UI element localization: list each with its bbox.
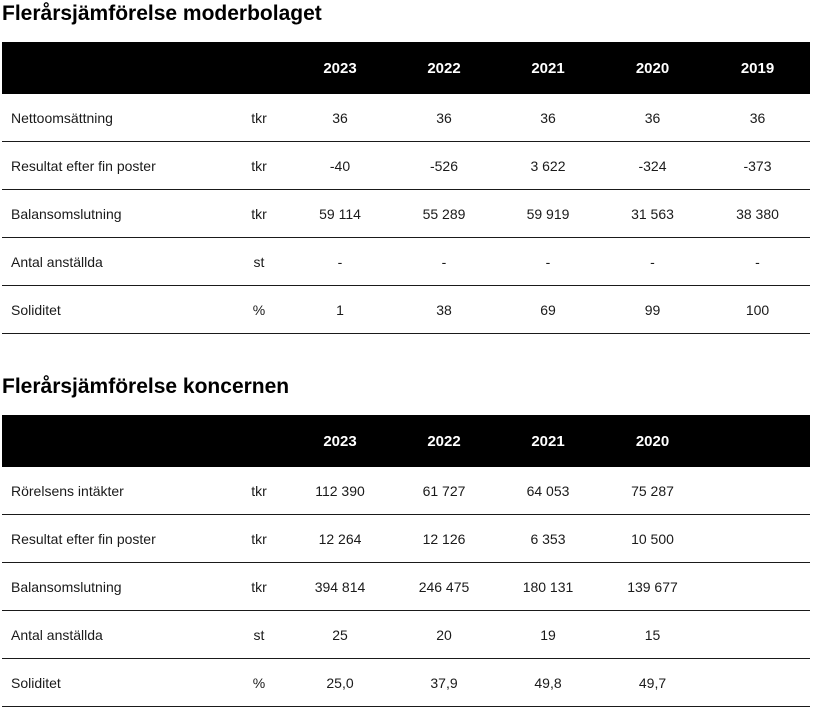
year-header: 2019: [705, 42, 810, 94]
cell-value: 55 289: [392, 190, 496, 238]
cell-value: 100: [705, 286, 810, 334]
moderbolaget-title: Flerårsjämförelse moderbolaget: [2, 2, 322, 25]
empty-header-cell: [705, 415, 810, 467]
cell-value: 36: [600, 94, 705, 142]
row-unit: tkr: [230, 190, 288, 238]
year-header: 2021: [496, 42, 600, 94]
cell-value: 20: [392, 611, 496, 659]
row-unit: tkr: [230, 94, 288, 142]
cell-value: 15: [600, 611, 705, 659]
cell-value: -526: [392, 142, 496, 190]
table-row: [2, 286, 810, 334]
row-unit: st: [230, 611, 288, 659]
cell-value: -: [288, 238, 392, 286]
header-unit-cell: [230, 415, 288, 467]
empty-cell: [705, 515, 810, 563]
empty-cell: [705, 563, 810, 611]
cell-value: -: [705, 238, 810, 286]
cell-value: 1: [288, 286, 392, 334]
table-row: [2, 611, 810, 659]
year-header: 2022: [392, 415, 496, 467]
cell-value: -: [600, 238, 705, 286]
cell-value: 75 287: [600, 467, 705, 515]
empty-cell: [705, 659, 810, 707]
cell-value: -: [392, 238, 496, 286]
cell-value: 10 500: [600, 515, 705, 563]
row-unit: %: [230, 286, 288, 334]
cell-value: 61 727: [392, 467, 496, 515]
cell-value: 36: [705, 94, 810, 142]
header-label-cell: [2, 415, 230, 467]
cell-value: -324: [600, 142, 705, 190]
row-label: Balansomslutning: [2, 563, 230, 611]
cell-value: 59 919: [496, 190, 600, 238]
year-header: 2023: [288, 42, 392, 94]
row-label: Resultat efter fin poster: [2, 142, 230, 190]
cell-value: 36: [392, 94, 496, 142]
row-label: Antal anställda: [2, 611, 230, 659]
row-label: Balansomslutning: [2, 190, 230, 238]
cell-value: 38: [392, 286, 496, 334]
table-row: [2, 238, 810, 286]
cell-value: 49,7: [600, 659, 705, 707]
empty-cell: [705, 611, 810, 659]
cell-value: 36: [288, 94, 392, 142]
year-header: 2023: [288, 415, 392, 467]
empty-cell: [705, 467, 810, 515]
row-unit: %: [230, 659, 288, 707]
row-unit: tkr: [230, 467, 288, 515]
year-header: 2020: [600, 42, 705, 94]
koncernen-title: Flerårsjämförelse koncernen: [2, 375, 290, 398]
row-unit: tkr: [230, 142, 288, 190]
year-header: 2020: [600, 415, 705, 467]
row-unit: tkr: [230, 515, 288, 563]
table-row: [2, 515, 810, 563]
row-label: Resultat efter fin poster: [2, 515, 230, 563]
cell-value: 59 114: [288, 190, 392, 238]
year-header: 2022: [392, 42, 496, 94]
cell-value: 38 380: [705, 190, 810, 238]
cell-value: 36: [496, 94, 600, 142]
row-label: Rörelsens intäkter: [2, 467, 230, 515]
year-header: 2021: [496, 415, 600, 467]
cell-value: 12 264: [288, 515, 392, 563]
cell-value: 69: [496, 286, 600, 334]
cell-value: 31 563: [600, 190, 705, 238]
table-row: [2, 142, 810, 190]
cell-value: 3 622: [496, 142, 600, 190]
cell-value: 99: [600, 286, 705, 334]
moderbolaget-table: [2, 42, 810, 334]
table-row: [2, 563, 810, 611]
cell-value: 37,9: [392, 659, 496, 707]
table-row: [2, 94, 810, 142]
row-label: Soliditet: [2, 286, 230, 334]
cell-value: 394 814: [288, 563, 392, 611]
table-row: [2, 659, 810, 707]
row-label: Antal anställda: [2, 238, 230, 286]
row-unit: st: [230, 238, 288, 286]
table-header-row: [2, 42, 810, 94]
header-label-cell: [2, 42, 230, 94]
table-header-row: [2, 415, 810, 467]
cell-value: -373: [705, 142, 810, 190]
cell-value: 180 131: [496, 563, 600, 611]
cell-value: 19: [496, 611, 600, 659]
row-label: Nettoomsättning: [2, 94, 230, 142]
cell-value: -: [496, 238, 600, 286]
header-unit-cell: [230, 42, 288, 94]
table-row: [2, 190, 810, 238]
cell-value: 6 353: [496, 515, 600, 563]
cell-value: 139 677: [600, 563, 705, 611]
cell-value: 25,0: [288, 659, 392, 707]
table-row: [2, 467, 810, 515]
cell-value: 246 475: [392, 563, 496, 611]
cell-value: 12 126: [392, 515, 496, 563]
koncernen-table: [2, 415, 810, 707]
cell-value: 64 053: [496, 467, 600, 515]
cell-value: 25: [288, 611, 392, 659]
cell-value: 112 390: [288, 467, 392, 515]
cell-value: -40: [288, 142, 392, 190]
row-label: Soliditet: [2, 659, 230, 707]
row-unit: tkr: [230, 563, 288, 611]
cell-value: 49,8: [496, 659, 600, 707]
